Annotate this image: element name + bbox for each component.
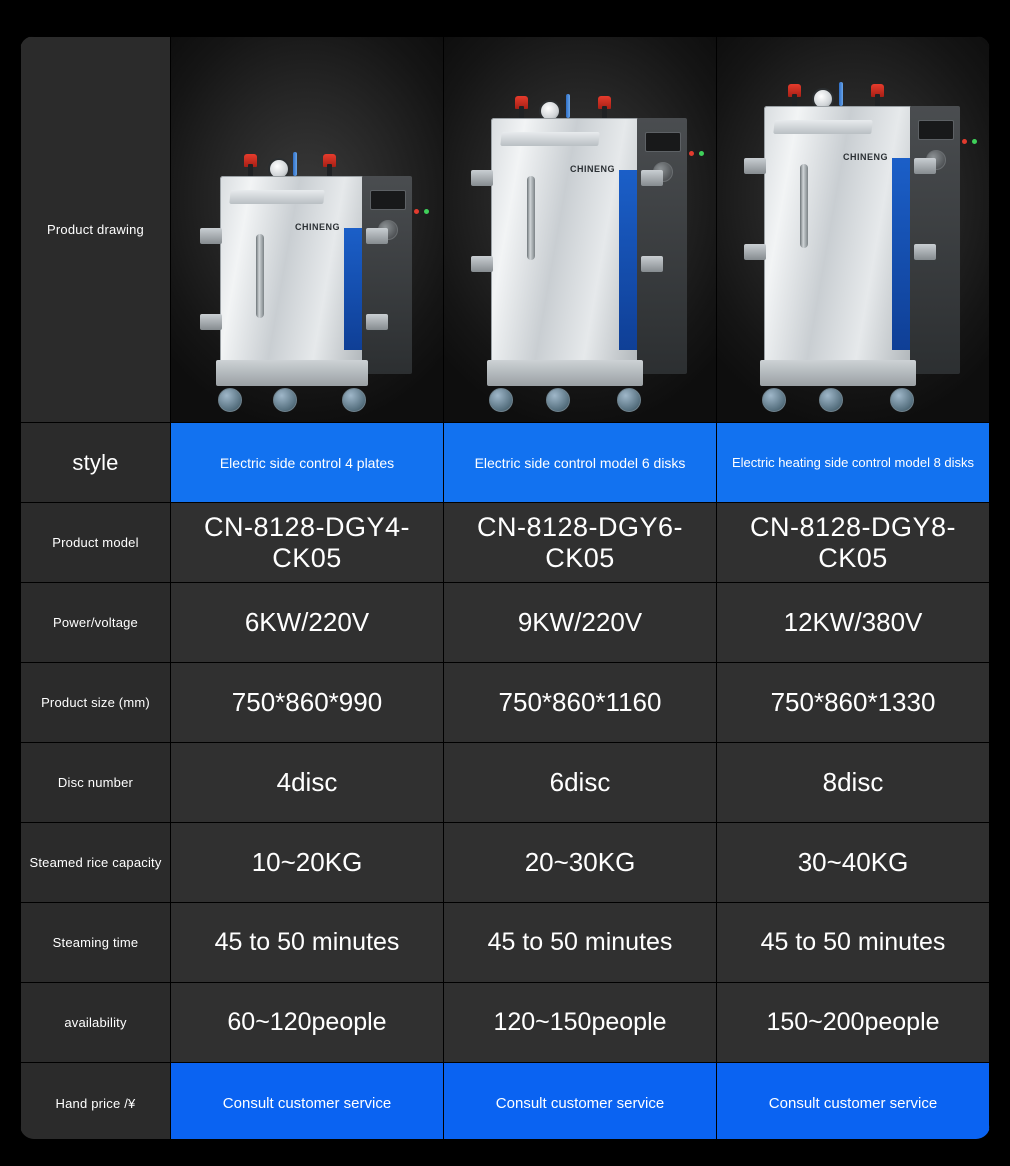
model-value-2: CN-8128-DGY6-CK05 — [444, 503, 717, 583]
caster-wheel-icon — [890, 388, 914, 412]
mount-bracket-icon — [914, 244, 936, 260]
mount-bracket-icon — [200, 314, 222, 330]
table-row-size — [21, 663, 990, 743]
brand-logo-2: CHINENG — [569, 164, 615, 174]
cabinet-body-1 — [220, 176, 364, 374]
cabinet-top-1 — [229, 190, 324, 204]
cabinet-top-2 — [500, 132, 599, 146]
product-photo-cell-2 — [444, 37, 717, 423]
cabinet-base-1 — [216, 360, 368, 386]
model-value-3: CN-8128-DGY8-CK05 — [717, 503, 990, 583]
power-led-icon — [962, 139, 967, 144]
table-row-steaming-time — [21, 903, 990, 983]
power-led-icon — [414, 209, 419, 214]
size-value-2: 750*860*1160 — [444, 663, 717, 743]
steamer-illustration-3 — [746, 82, 960, 412]
cabinet-body-3 — [764, 106, 912, 374]
row-label-capacity: Steamed rice capacity — [21, 823, 171, 903]
product-photo-cell-1 — [171, 37, 444, 423]
cabinet-base-3 — [760, 360, 916, 386]
row-label-style: style — [21, 423, 171, 503]
status-led-icon — [699, 151, 704, 156]
row-label-steaming-time: Steaming time — [21, 903, 171, 983]
size-value-1: 750*860*990 — [171, 663, 444, 743]
caster-wheel-icon — [342, 388, 366, 412]
disc-value-3: 8disc — [717, 743, 990, 823]
blue-stripe-1 — [344, 228, 364, 350]
availability-value-1: 60~120people — [171, 983, 444, 1063]
mount-bracket-icon — [744, 244, 766, 260]
table-row-power — [21, 583, 990, 663]
caster-wheel-icon — [489, 388, 513, 412]
table-row-style — [21, 423, 990, 503]
row-label-availability: availability — [21, 983, 171, 1063]
blue-stripe-2 — [619, 170, 639, 350]
power-value-1: 6KW/220V — [171, 583, 444, 663]
door-handle-icon — [256, 234, 264, 318]
table-row-model — [21, 503, 990, 583]
mount-bracket-icon — [914, 158, 936, 174]
capacity-value-2: 20~30KG — [444, 823, 717, 903]
spec-table-container — [20, 36, 990, 1139]
table-row-capacity — [21, 823, 990, 903]
water-pipe-icon — [839, 82, 843, 106]
gauge-group-1 — [238, 152, 352, 178]
door-handle-icon — [527, 176, 535, 260]
mount-bracket-icon — [366, 228, 388, 244]
disc-value-1: 4disc — [171, 743, 444, 823]
caster-wheel-icon — [546, 388, 570, 412]
capacity-value-3: 30~40KG — [717, 823, 990, 903]
style-value-2: Electric side control model 6 disks — [444, 423, 717, 503]
price-cta-2[interactable]: Consult customer service — [444, 1063, 717, 1140]
model-value-1: CN-8128-DGY4-CK05 — [171, 503, 444, 583]
control-display-1 — [370, 190, 406, 210]
table-row-availability — [21, 983, 990, 1063]
size-value-3: 750*860*1330 — [717, 663, 990, 743]
caster-wheel-icon — [617, 388, 641, 412]
gauge-group-2 — [509, 94, 627, 120]
availability-value-2: 120~150people — [444, 983, 717, 1063]
water-pipe-icon — [566, 94, 570, 118]
caster-wheel-icon — [819, 388, 843, 412]
price-cta-3[interactable]: Consult customer service — [717, 1063, 990, 1140]
row-label-disc: Disc number — [21, 743, 171, 823]
status-led-icon — [424, 209, 429, 214]
row-label-product-drawing: Product drawing — [21, 37, 171, 423]
brand-logo-1: CHINENG — [294, 222, 340, 232]
time-value-1: 45 to 50 minutes — [171, 903, 444, 983]
power-value-3: 12KW/380V — [717, 583, 990, 663]
control-display-3 — [918, 120, 954, 140]
caster-wheel-icon — [218, 388, 242, 412]
caster-wheel-icon — [762, 388, 786, 412]
row-label-power: Power/voltage — [21, 583, 171, 663]
mount-bracket-icon — [200, 228, 222, 244]
row-label-size: Product size (mm) — [21, 663, 171, 743]
water-pipe-icon — [293, 152, 297, 176]
product-photo-cell-3 — [717, 37, 990, 423]
control-panel-2 — [637, 118, 687, 374]
steamer-illustration-1 — [202, 152, 412, 412]
mount-bracket-icon — [471, 256, 493, 272]
steamer-illustration-2 — [473, 94, 687, 412]
cabinet-body-2 — [491, 118, 639, 374]
availability-value-3: 150~200people — [717, 983, 990, 1063]
mount-bracket-icon — [641, 256, 663, 272]
price-cta-1[interactable]: Consult customer service — [171, 1063, 444, 1140]
time-value-3: 45 to 50 minutes — [717, 903, 990, 983]
row-label-price: Hand price /¥ — [21, 1063, 171, 1140]
spec-table — [20, 36, 990, 1139]
control-panel-1 — [362, 176, 412, 374]
table-row-disc — [21, 743, 990, 823]
door-handle-icon — [800, 164, 808, 248]
status-led-icon — [972, 139, 977, 144]
gauge-group-3 — [782, 82, 900, 108]
table-row-product-drawing — [21, 37, 990, 423]
table-row-price — [21, 1063, 990, 1140]
style-value-1: Electric side control 4 plates — [171, 423, 444, 503]
time-value-2: 45 to 50 minutes — [444, 903, 717, 983]
mount-bracket-icon — [366, 314, 388, 330]
row-label-model: Product model — [21, 503, 171, 583]
control-panel-3 — [910, 106, 960, 374]
mount-bracket-icon — [744, 158, 766, 174]
brand-logo-3: CHINENG — [842, 152, 888, 162]
cabinet-top-3 — [773, 120, 872, 134]
blue-stripe-3 — [892, 158, 912, 350]
caster-wheel-icon — [273, 388, 297, 412]
control-display-2 — [645, 132, 681, 152]
style-value-3: Electric heating side control model 8 disks — [717, 423, 990, 503]
mount-bracket-icon — [641, 170, 663, 186]
mount-bracket-icon — [471, 170, 493, 186]
cabinet-base-2 — [487, 360, 643, 386]
power-led-icon — [689, 151, 694, 156]
capacity-value-1: 10~20KG — [171, 823, 444, 903]
power-value-2: 9KW/220V — [444, 583, 717, 663]
disc-value-2: 6disc — [444, 743, 717, 823]
